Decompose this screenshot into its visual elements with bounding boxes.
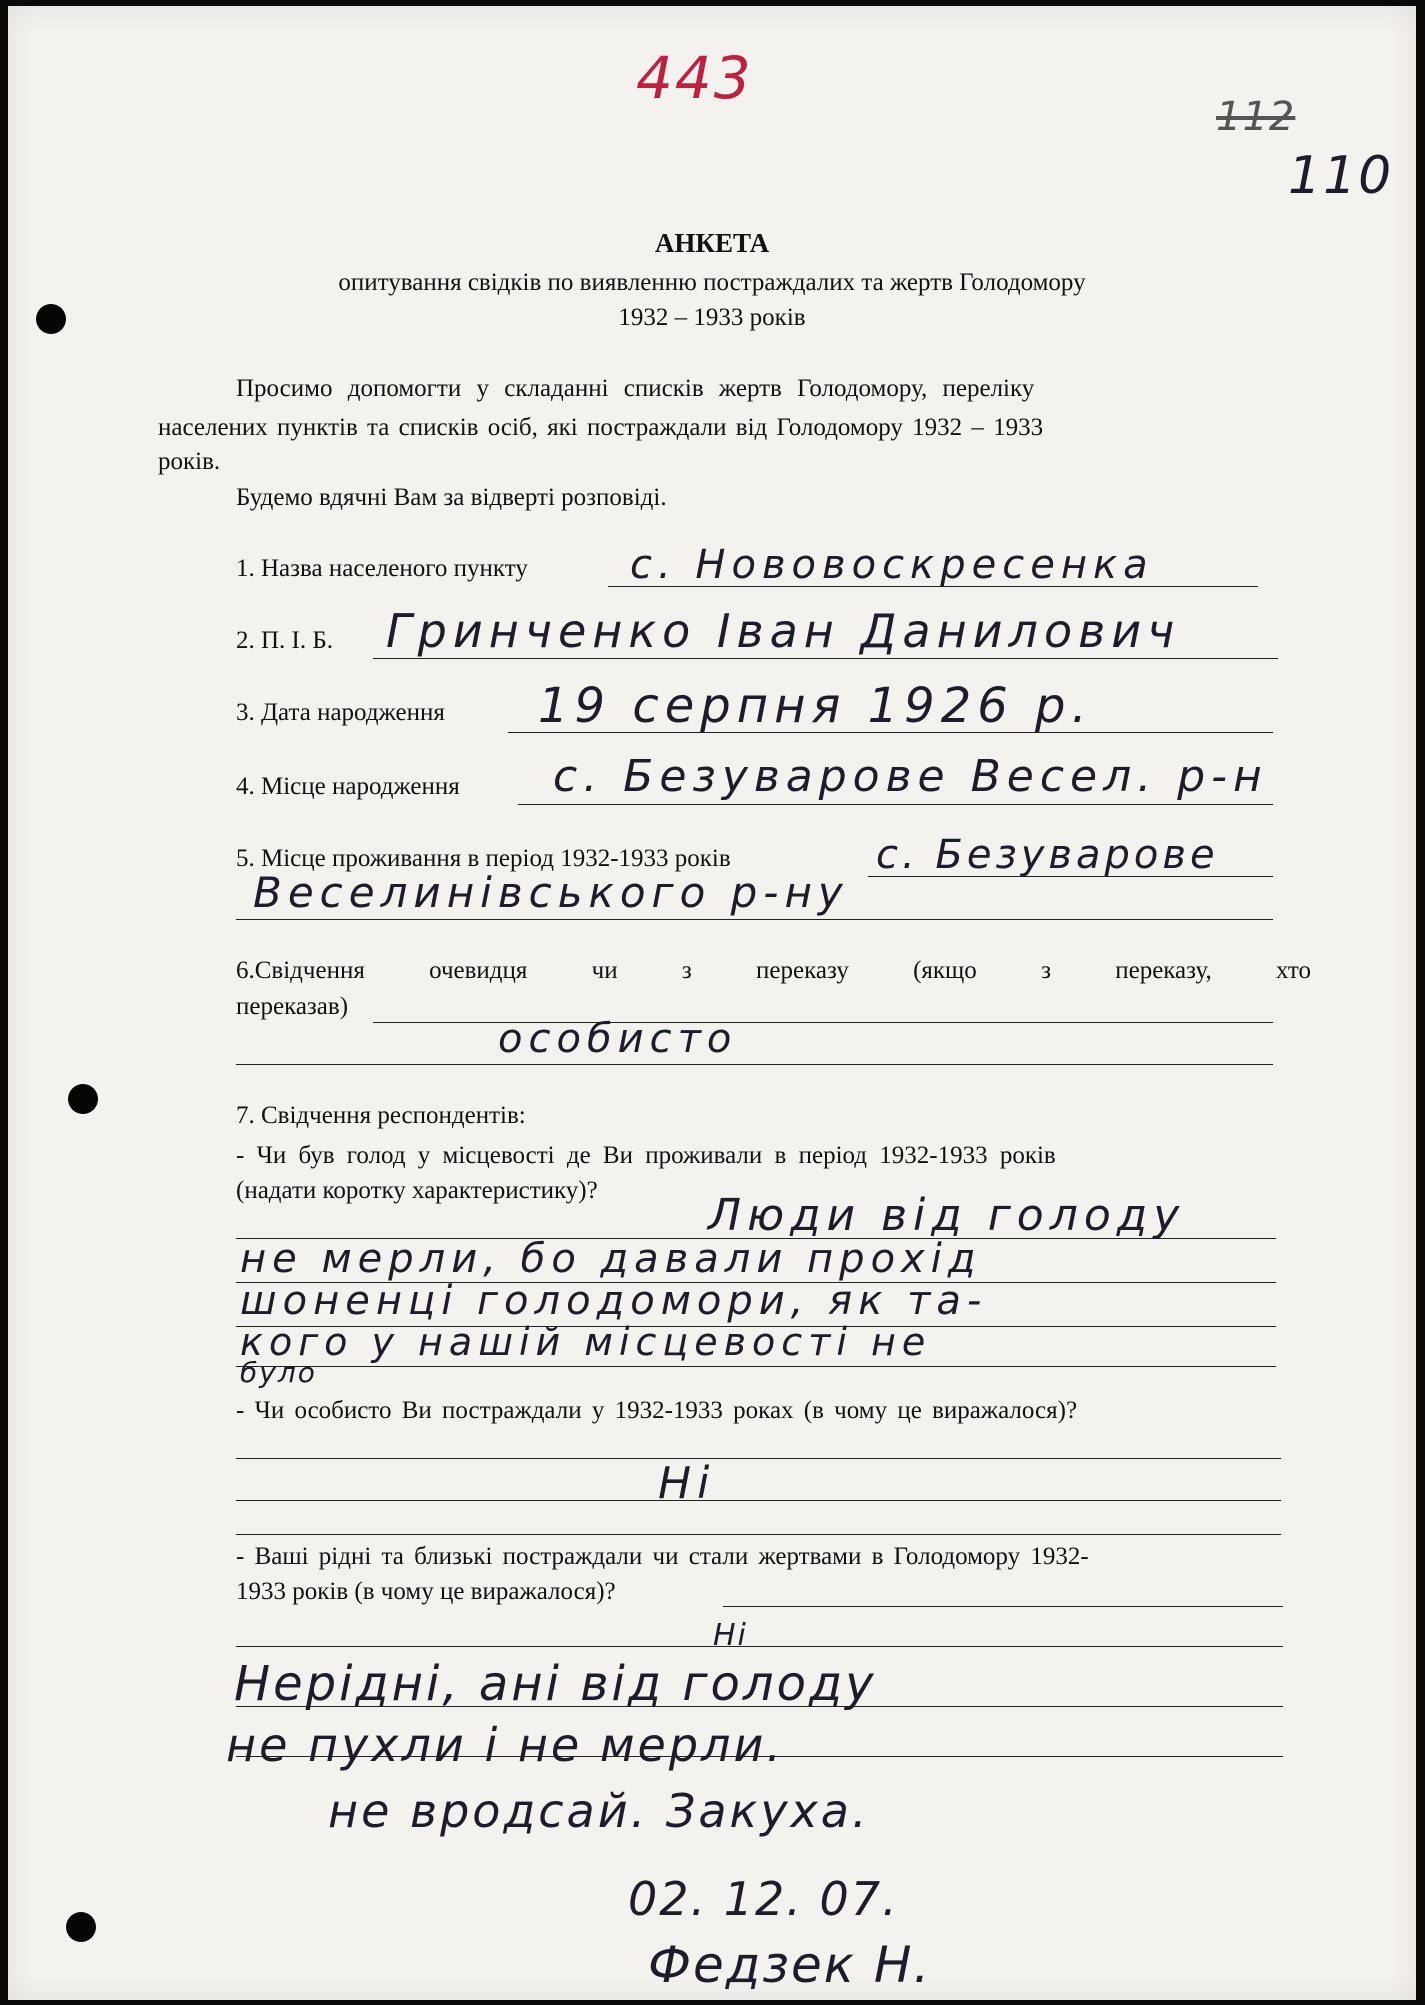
q7c-answer-3: не вродсай. Закуха. — [328, 1784, 870, 1838]
punch-hole-middle — [68, 1084, 98, 1114]
q2-answer: Гринченко Іван Данилович — [386, 604, 1181, 658]
q1-answer: с. Нововоскресенка — [630, 542, 1154, 588]
q7a-answer-1: Люди від голоду — [708, 1190, 1186, 1241]
handwritten-date: 02. 12. 07. — [628, 1872, 899, 1926]
intro-line-3: років. — [158, 448, 221, 475]
q2-label: 2. П. І. Б. — [236, 627, 333, 654]
intro-line-2: населених пунктів та списків осіб, які постраждали від Голодомору 1932 – 1933 — [158, 414, 1044, 441]
punch-hole-bottom — [66, 1912, 96, 1942]
form-title: АНКЕТА — [654, 228, 770, 258]
q4-label: 4. Місце народження — [236, 773, 460, 800]
q7b-answer-line-3 — [236, 1534, 1281, 1535]
q3-label: 3. Дата народження — [236, 699, 445, 726]
q7b-question: - Чи особисто Ви постраждали у 1932-1933 роках (в чому це виражалося)? — [236, 1397, 1078, 1424]
q6-answer-line-2 — [236, 1064, 1273, 1065]
form-subtitle: опитування свідків по виявленню постраждалих та жертв Голодомору — [338, 269, 1086, 296]
section7-heading: 7. Свідчення респондентів: — [236, 1102, 526, 1129]
q7c-answer-line-1 — [236, 1646, 1283, 1647]
questionnaire-sheet — [8, 6, 1416, 2000]
sheet-number: 110 — [1288, 146, 1394, 206]
struck-sheet-number: 112 — [1216, 94, 1296, 140]
q2-answer-line — [373, 658, 1278, 659]
q6-answer: особисто — [498, 1016, 738, 1062]
q7c-answer-2: не пухли і не мерли. — [226, 1718, 784, 1772]
q5-answer-line-2 — [236, 919, 1273, 920]
q7a-answer-4: кого у нашій місцевості не — [240, 1320, 932, 1364]
q5-answer-1: с. Безуварове — [876, 832, 1219, 878]
q6-label-1: 6.Свідчення очевидця чи з переказу (якщо з переказу, хто — [236, 957, 1311, 984]
q7c-line-2: 1933 років (в чому це виражалося)? — [236, 1578, 616, 1605]
q6-label-2: переказав) — [236, 993, 349, 1020]
q7b-answer-line-2 — [236, 1500, 1281, 1501]
q7b-answer-line-1 — [236, 1458, 1281, 1459]
q7c-answer-1: Нерідні, ані від голоду — [234, 1656, 877, 1712]
q7a-answer-line-4 — [236, 1366, 1276, 1367]
archive-number: 443 — [636, 44, 753, 112]
q5-answer-2: Веселинівського р-ну — [253, 868, 849, 917]
q7a-line-1: - Чи був голод у місцевості де Ви проживали в період 1932-1933 років — [236, 1142, 1056, 1169]
q7a-answer-3: шоненці голодомори, як та- — [240, 1278, 988, 1324]
q5-label: 5. Місце проживання в період 1932-1933 років — [236, 845, 731, 872]
q7a-answer-5: було — [240, 1356, 317, 1389]
q7b-answer: Ні — [658, 1458, 716, 1509]
intro-thanks: Будемо вдячні Вам за відверті розповіді. — [236, 484, 667, 511]
q7c-answer-0: Ні — [713, 1618, 748, 1653]
q4-answer-line — [518, 804, 1273, 805]
form-years: 1932 – 1933 років — [618, 304, 806, 331]
q7c-line-1: - Ваші рідні та близькі постраждали чи стали жертвами в Голодомору 1932- — [236, 1543, 1089, 1570]
q7a-line-2: (надати коротку характеристику)? — [236, 1177, 598, 1204]
q4-answer: с. Безуварове Весел. р-н — [553, 751, 1268, 802]
q3-answer: 19 серпня 1926 р. — [538, 678, 1093, 734]
q7c-answer-line-0 — [723, 1606, 1283, 1607]
intro-line-1: Просимо допомогти у складанні списків жертв Голодомору, переліку — [236, 375, 1035, 402]
q1-label: 1. Назва населеного пункту — [236, 555, 528, 582]
q7a-answer-2: не мерли, бо давали прохід — [240, 1236, 982, 1282]
respondent-signature: Федзек Н. — [648, 1936, 932, 1994]
